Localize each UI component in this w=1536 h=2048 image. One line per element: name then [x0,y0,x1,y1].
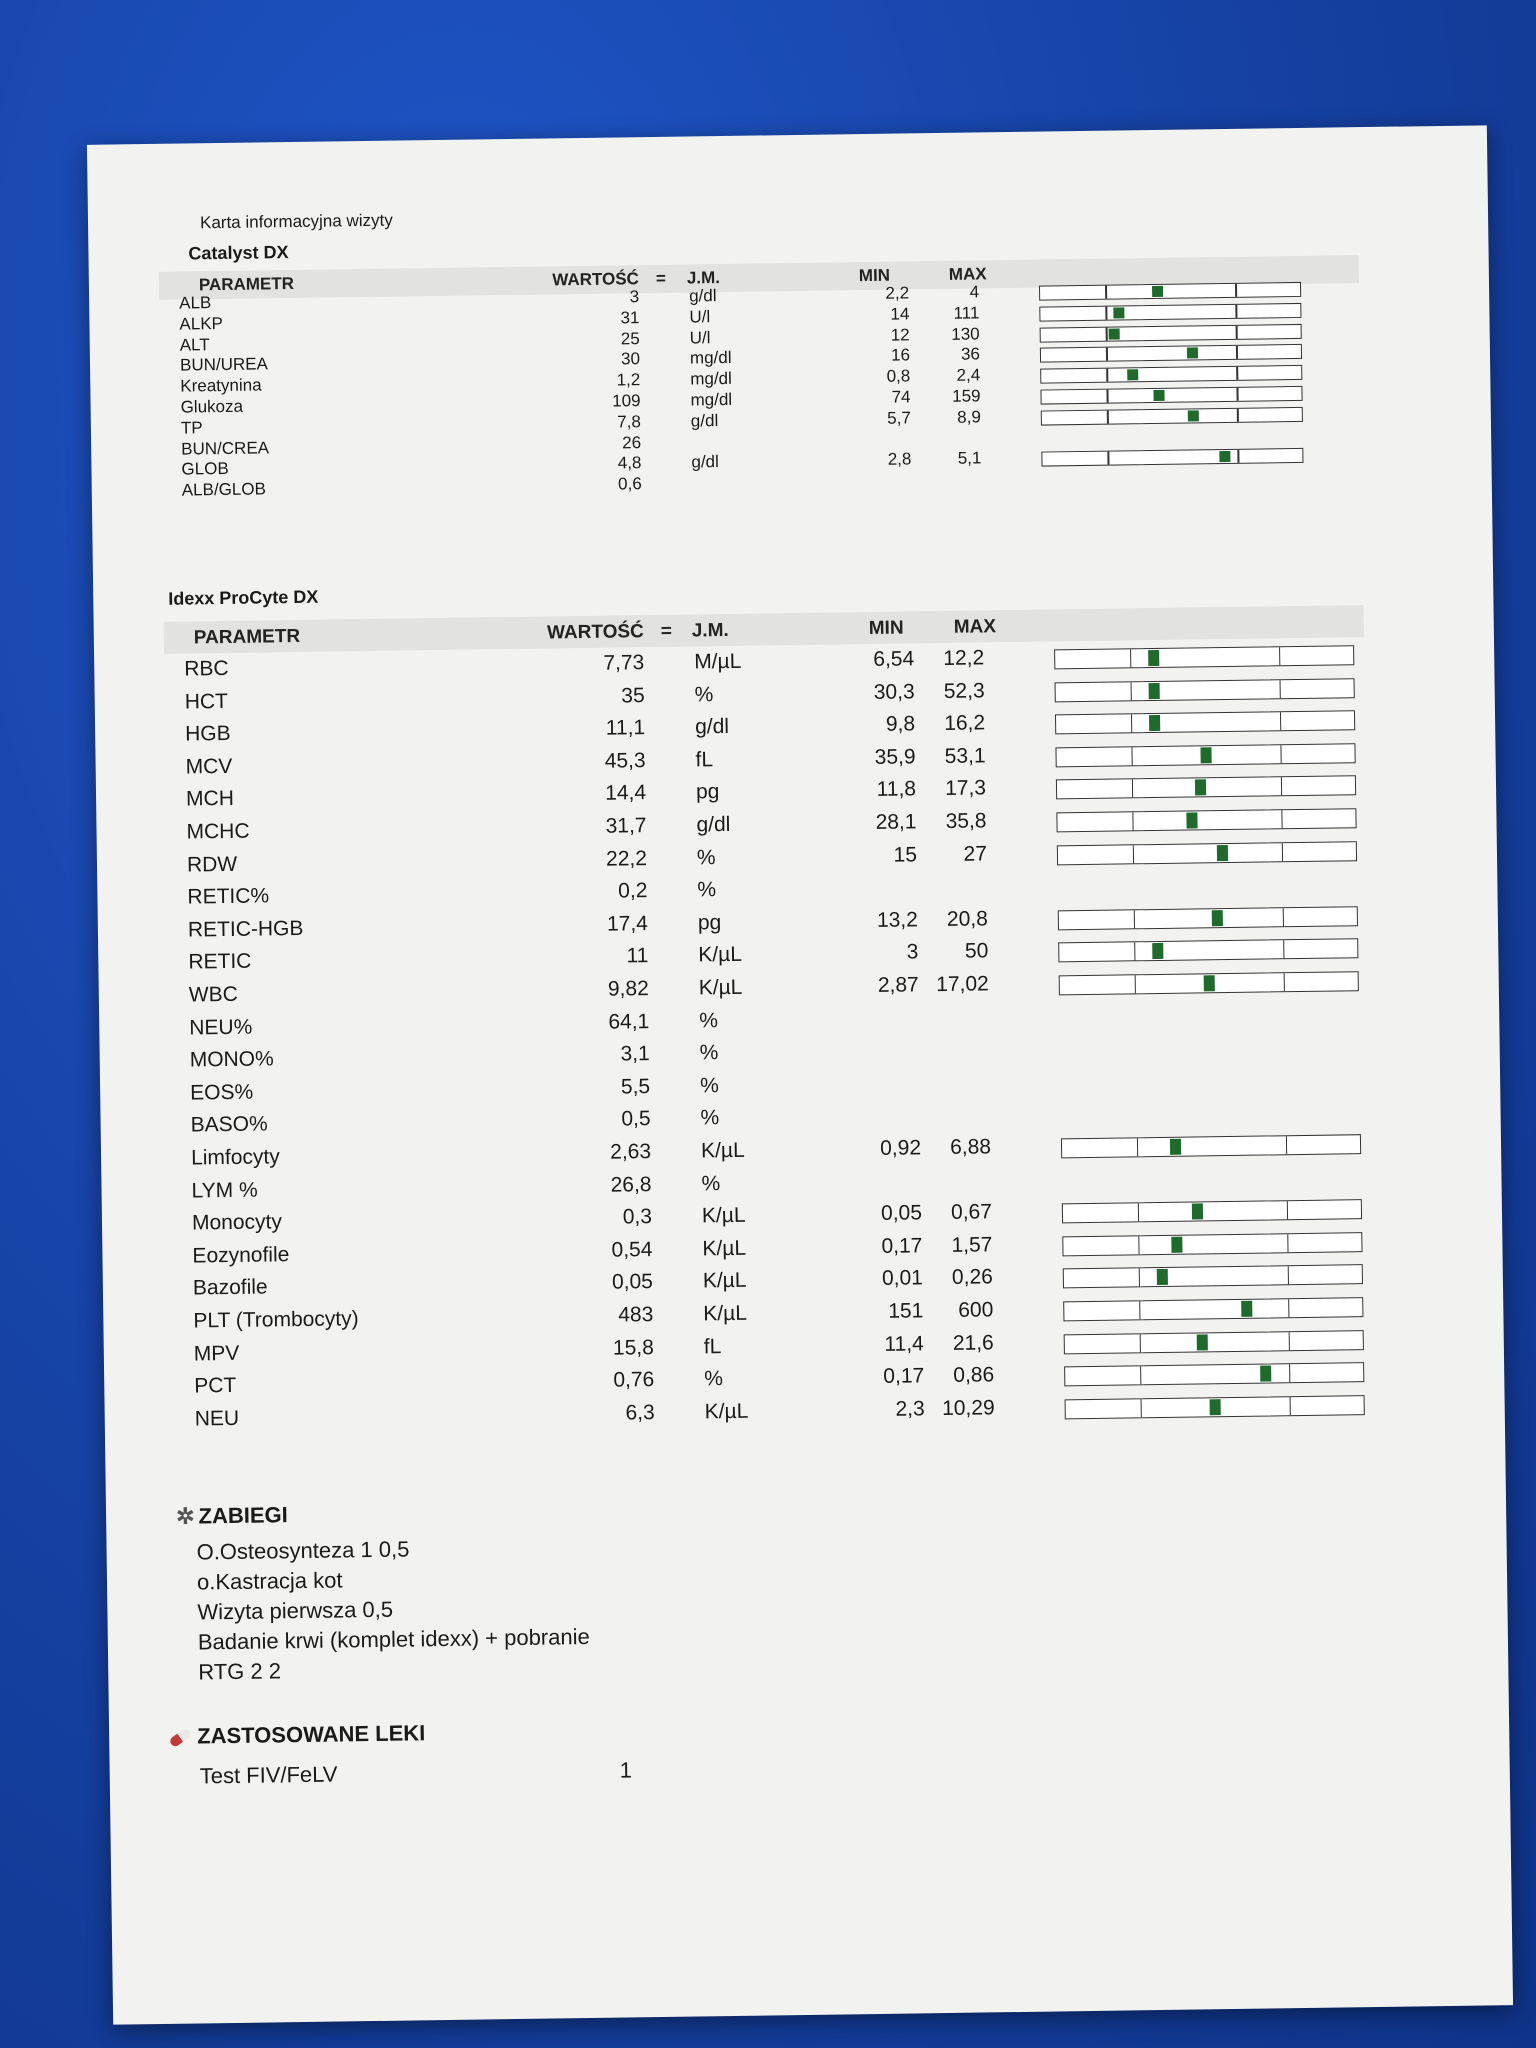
range-bar-tick [1279,647,1281,665]
param-value: 7,73 [603,651,645,675]
range-bar-tick [1138,1236,1140,1254]
param-max: 21,6 [952,1330,994,1355]
param-min: 12 [890,324,910,345]
range-bar-tick [1107,452,1109,465]
range-marker [1188,410,1199,421]
param-min: 30,3 [873,679,915,704]
param-name: NEU% [189,1015,253,1040]
range-bar-tick [1134,975,1136,993]
param-name: ALKP [179,313,224,334]
catalyst-header-min: MIN [858,265,891,286]
range-bar-tick [1237,409,1239,422]
range-marker [1217,845,1228,861]
catalyst-header-value: WARTOŚĆ [552,269,639,290]
param-unit: fL [695,747,714,772]
param-name: Limfocyty [190,1145,280,1170]
range-bar [1055,710,1355,734]
param-unit: K/µL [698,943,743,967]
param-min: 3 [906,940,919,964]
range-marker [1186,812,1197,828]
range-bar [1062,1199,1362,1223]
range-bar [1039,303,1301,322]
param-min: 2,8 [887,449,912,470]
param-max [921,1168,991,1169]
param-min: 74 [891,387,911,407]
range-bar-tick [1107,410,1109,423]
param-max: 4 [969,282,980,302]
param-min: 2,2 [885,283,910,303]
range-bar-tick [1237,450,1239,463]
range-marker [1172,1236,1183,1252]
param-max: 50 [964,939,989,964]
param-name: Eozynofile [192,1242,290,1268]
range-bar-tick [1282,908,1284,926]
param-max: 36 [960,344,981,365]
param-value: 483 [618,1303,654,1327]
range-bar [1040,386,1302,405]
param-min: 2,3 [895,1397,925,1421]
catalyst-header-flag: = [655,268,666,288]
range-bar-tick [1131,747,1133,765]
param-unit: K/µL [702,1269,747,1293]
param-name: TP [180,418,203,438]
param-min: 5,7 [887,408,911,428]
range-bar [1063,1265,1363,1289]
catalyst-header-unit: J.M. [686,268,721,288]
range-bar-tick [1134,943,1136,961]
catalyst-header-param: PARAMETR [198,273,295,295]
range-bar-tick [1235,284,1237,297]
range-bar-tick [1132,812,1134,830]
param-unit: % [700,1106,720,1130]
param-value: 3 [629,287,640,307]
param-value: 0,05 [611,1270,654,1295]
range-bar [1056,808,1356,832]
param-max: 0,26 [951,1265,994,1290]
param-min: 11,4 [884,1331,924,1356]
param-value: 14,4 [605,781,647,806]
param-max: 600 [958,1298,994,1322]
param-name: RETIC [188,950,252,974]
param-max: 8,9 [957,407,981,427]
param-max: 130 [951,324,980,344]
param-min: 16 [890,345,911,366]
range-bar-tick [1236,346,1238,359]
range-marker [1108,328,1119,339]
range-marker [1241,1301,1252,1317]
range-bar-tick [1279,712,1281,730]
param-value: 26,8 [610,1172,652,1197]
range-bar-tick [1136,1138,1138,1156]
param-unit: pg [697,910,722,935]
range-bar [1057,841,1357,865]
param-value: 0,5 [621,1107,651,1131]
range-bar-tick [1131,780,1133,798]
param-unit: K/µL [698,975,743,1000]
param-value: 6,3 [625,1400,655,1425]
param-value: 45,3 [604,748,646,773]
param-value: 25 [620,328,640,349]
param-max: 27 [963,841,988,866]
range-bar-tick [1288,1332,1290,1350]
range-bar [1059,971,1359,995]
param-unit: g/dl [694,715,730,739]
param-max: 5,1 [957,448,982,469]
range-bar [1055,678,1355,702]
param-unit: U/l [689,327,711,348]
param-unit: % [699,1073,719,1098]
param-name: ALT [179,334,210,355]
param-name: MPV [193,1341,240,1366]
param-value: 0,2 [618,879,648,903]
param-value: 109 [612,391,641,411]
document-title: Karta informacyjna wizyty [199,210,393,233]
procyte-header-max: MAX [953,616,997,638]
param-value: 11,1 [605,716,646,740]
range-bar-tick [1138,1269,1140,1287]
range-marker [1197,1334,1208,1350]
param-unit: K/µL [702,1236,747,1261]
param-min: 2,87 [877,973,919,997]
param-max: 17,3 [944,776,987,801]
param-value: 3,1 [620,1042,650,1066]
param-min: 0,05 [880,1201,923,1226]
param-value: 0,3 [622,1205,653,1229]
range-marker [1200,747,1211,763]
range-bar [1064,1330,1364,1354]
param-name: LYM % [191,1178,258,1203]
range-marker [1148,650,1159,666]
range-bar [1058,906,1358,930]
param-name: HGB [185,722,231,746]
param-unit: % [696,845,716,870]
medication-qty: 1 [619,1757,633,1783]
param-name: RBC [184,656,229,681]
param-value: 31 [620,307,640,328]
procyte-table [164,605,1364,1431]
range-bar-tick [1283,973,1285,991]
range-bar-tick [1287,1267,1289,1285]
range-bar-tick [1279,680,1281,698]
range-bar-tick [1139,1334,1141,1352]
param-max [920,1103,990,1104]
range-marker [1152,286,1163,297]
param-unit: % [699,1008,719,1032]
param-unit: g/dl [691,452,719,472]
param-max: 20,8 [946,907,988,931]
param-max: 2,4 [956,365,981,385]
param-unit: mg/dl [690,389,733,410]
procedure-item: O.Osteosynteza 1 0,5 [196,1536,410,1565]
range-bar [1058,939,1358,963]
medication-name: Test FIV/FeLV [199,1761,338,1789]
param-name: MCHC [186,819,250,844]
param-value: 30 [620,349,641,369]
range-marker [1195,780,1206,796]
param-unit: g/dl [688,286,717,306]
param-max: 16,2 [944,711,986,736]
param-min: 13,2 [876,908,919,932]
param-max: 159 [952,386,981,406]
range-marker [1170,1139,1181,1155]
param-min: 11,8 [876,777,917,802]
range-bar-tick [1285,1136,1287,1154]
param-max: 0,67 [950,1200,993,1225]
procedure-item: Wizyta pierwsza 0,5 [197,1596,394,1625]
range-bar-tick [1235,305,1237,318]
procyte-section-title: Idexx ProCyte DX [168,586,319,609]
range-bar-tick [1105,306,1107,319]
procedure-item: o.Kastracja kot [196,1567,343,1595]
param-name: NEU [194,1406,240,1431]
range-bar-tick [1106,369,1108,382]
range-bar-tick [1106,390,1108,403]
param-unit: pg [695,780,720,804]
param-name: RDW [186,852,238,877]
range-bar [1061,1134,1361,1158]
param-value: 15,8 [612,1335,654,1360]
range-bar-tick [1236,325,1238,338]
range-bar [1040,344,1302,363]
range-bar-tick [1139,1301,1141,1319]
param-name: PCT [194,1374,237,1398]
range-bar [1055,743,1355,767]
param-max [912,470,982,471]
procyte-header-flag: = [660,620,673,642]
procedures-title [176,1502,288,1530]
range-marker [1210,1399,1221,1415]
range-bar-tick [1106,348,1108,361]
procyte-header-value: WARTOŚĆ [546,621,644,644]
param-unit: K/µL [704,1399,749,1424]
param-min: 0,17 [883,1364,925,1389]
range-bar-tick [1288,1299,1290,1317]
param-max: 12,2 [943,646,985,670]
param-value: 0,54 [611,1237,653,1262]
param-name: MCV [185,754,233,779]
range-marker [1187,348,1198,359]
param-unit: % [694,682,714,707]
range-marker [1219,451,1230,462]
param-max: 35,8 [945,809,987,833]
param-name: GLOB [181,459,229,479]
catalyst-section-title: Catalyst DX [188,242,289,264]
param-unit: g/dl [690,410,719,431]
range-marker [1113,307,1124,318]
param-max [911,428,981,429]
param-name: BUN/CREA [181,437,270,459]
range-bar-tick [1283,941,1285,959]
param-value: 11 [626,944,649,968]
range-bar-tick [1130,715,1132,733]
param-max: 0,86 [953,1363,995,1388]
param-min: 28,1 [875,810,917,834]
param-name: ALB [179,293,212,313]
param-value: 1,2 [616,370,641,390]
param-value: 7,8 [617,411,641,432]
range-marker [1212,910,1223,926]
range-marker [1192,1204,1203,1220]
range-marker [1149,683,1160,699]
range-bar-tick [1132,845,1134,863]
range-bar-tick [1140,1399,1142,1417]
param-unit: % [699,1041,719,1065]
param-name: MCH [185,787,235,811]
catalyst-header-max: MAX [948,264,987,284]
range-bar-tick [1137,1203,1139,1221]
medications-title-text: ZASTOSOWANE LEKI [196,1720,426,1749]
param-name: Kreatynina [180,375,262,396]
param-unit: K/µL [701,1203,746,1228]
procyte-header-min: MIN [868,617,904,639]
param-min: 15 [893,842,918,867]
range-bar [1039,282,1301,301]
param-min: 9,8 [885,712,916,736]
param-max: 53,1 [944,744,986,768]
range-bar-tick [1130,649,1132,667]
param-unit: U/l [689,306,711,327]
range-marker [1153,390,1164,401]
param-unit: g/dl [696,812,731,837]
range-bar-tick [1286,1201,1288,1219]
range-marker [1149,715,1160,731]
range-bar-tick [1105,286,1107,299]
range-bar-tick [1280,745,1282,763]
param-unit: % [704,1367,724,1391]
param-unit: fL [703,1334,722,1358]
procedures-icon: ✲ [175,1503,195,1529]
range-bar [1063,1297,1363,1321]
range-bar [1065,1395,1365,1419]
param-unit: % [697,878,717,902]
param-unit: % [701,1171,721,1195]
procedures-list [196,1532,590,1687]
param-name: WBC [188,982,238,1007]
range-marker [1204,975,1215,991]
param-value: 0,6 [617,474,642,494]
param-max [920,1070,990,1071]
pill-icon [168,1727,192,1748]
param-name: EOS% [190,1080,254,1105]
param-value: 9,82 [607,977,649,1001]
range-bar-tick [1280,778,1282,796]
range-bar [1064,1362,1364,1386]
param-min: 0,92 [879,1136,922,1160]
param-name: ALB/GLOB [181,479,267,500]
procyte-header-param: PARAMETR [193,625,301,649]
catalyst-table [159,255,1359,500]
range-bar [1054,645,1354,669]
param-max [920,1038,990,1039]
range-bar-tick [1287,1234,1289,1252]
param-value: 5,5 [620,1074,651,1099]
param-unit: K/µL [700,1138,745,1163]
range-bar-tick [1106,327,1108,340]
param-min: 0,8 [886,366,911,386]
param-value: 26 [622,432,642,453]
range-marker [1260,1366,1271,1382]
param-name: RETIC-HGB [187,916,304,942]
param-unit: K/µL [703,1301,748,1326]
param-max: 6,88 [949,1135,992,1159]
range-bar [1041,448,1303,467]
range-bar-tick [1281,810,1283,828]
param-value: 31,7 [605,814,647,838]
param-name: MONO% [189,1047,274,1072]
param-max [919,1005,989,1006]
range-bar [1040,365,1302,384]
range-marker [1153,943,1164,959]
range-bar-tick [1140,1366,1142,1384]
param-unit: mg/dl [690,369,732,389]
param-unit: M/µL [694,649,742,674]
param-max: 111 [953,303,980,323]
param-name: Glukoza [180,396,244,417]
param-name: HCT [184,689,229,714]
range-bar-tick [1289,1364,1291,1382]
param-name: PLT (Trombocyty) [193,1307,359,1333]
param-value: 2,63 [610,1140,652,1164]
procedures-title-text: ZABIEGI [198,1502,288,1529]
param-value: 17,4 [606,911,649,936]
param-max: 52,3 [943,678,985,703]
param-value: 22,2 [605,846,648,871]
param-value: 64,1 [608,1009,650,1034]
param-min: 151 [888,1299,924,1323]
range-marker [1127,369,1138,380]
procedure-item: RTG 2 2 [198,1658,282,1685]
range-bar [1056,776,1356,800]
param-min: 35,9 [874,745,916,769]
procyte-header-unit: J.M. [691,619,729,642]
param-min: 0,01 [881,1266,924,1291]
param-unit: mg/dl [689,348,732,368]
param-name: RETIC% [187,884,270,909]
param-max: 10,29 [941,1396,995,1420]
param-name: Monocyty [191,1210,283,1235]
range-marker [1157,1269,1168,1285]
param-name: BASO% [190,1112,268,1137]
param-min: 0,17 [881,1234,923,1258]
param-name: Bazofile [192,1275,268,1300]
procedure-item: Badanie krwi (komplet idexx) + pobranie [197,1623,590,1655]
param-value: 0,76 [613,1368,655,1392]
param-value: 35 [621,683,645,708]
param-min: 6,54 [873,647,915,671]
range-bar [1040,324,1302,343]
param-name: BUN/UREA [179,354,269,375]
range-bar-tick [1236,367,1238,380]
range-bar-tick [1133,910,1135,928]
range-bar [1041,407,1303,426]
range-bar [1062,1232,1362,1256]
param-min: 14 [890,304,910,324]
param-max [917,875,987,876]
range-bar-tick [1281,843,1283,861]
param-max: 1,57 [951,1233,993,1257]
medications-title [169,1720,426,1750]
range-bar-tick [1289,1397,1291,1415]
param-max: 17,02 [936,972,989,997]
lab-report-sheet [87,125,1513,2024]
range-bar-tick [1236,388,1238,401]
range-bar-tick [1130,682,1132,700]
param-value: 4,8 [617,453,642,473]
